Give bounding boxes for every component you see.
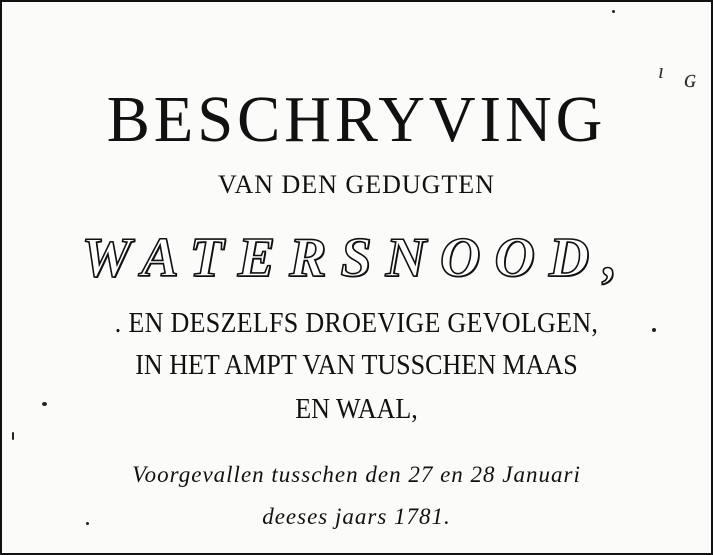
margin-mark-icon: ɢ [684,64,697,93]
ink-speck [42,402,47,406]
ink-speck [652,328,656,332]
subtitle-line-1: VAN DEN GEDUGTEN [218,170,495,199]
subtitle-line-2: . EN DESZELFS DROEVIGE GEVOLGEN, [114,308,599,339]
ink-speck [86,522,89,525]
italic-line-1: Voorgevallen tusschen den 27 en 28 Januari [132,462,581,487]
ink-speck [612,10,615,13]
italic-line-2: deeses jaars 1781. [262,504,451,529]
document-title: BESCHRYVING [106,83,607,156]
ink-speck [12,432,14,440]
subtitle-line-4: EN WAAL, [295,394,418,425]
margin-mark-icon: ı [658,58,665,83]
subtitle-line-3: IN HET AMPT VAN TUSSCHEN MAAS [135,350,578,381]
decorative-heading: WATERSNOOD, [81,227,632,289]
